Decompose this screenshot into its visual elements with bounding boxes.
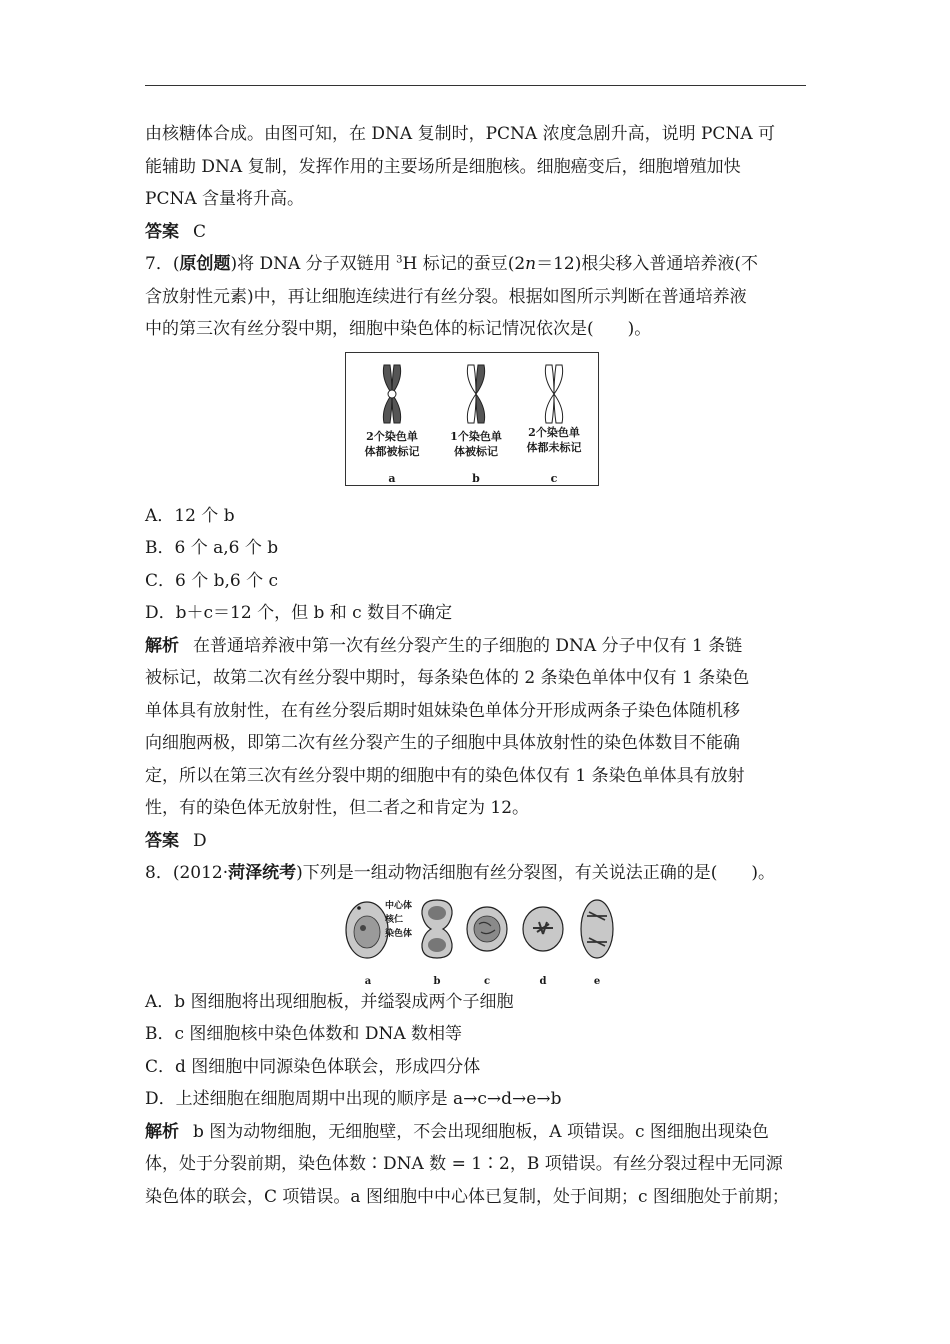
figure-letter-b: b	[472, 471, 480, 485]
cell-letter-b: b	[433, 975, 441, 987]
chromosome-b-icon	[464, 363, 488, 425]
cell-c-icon	[465, 898, 509, 960]
text-line: 中的第三次有丝分裂中期，细胞中染色体的标记情况依次是( )。	[145, 319, 652, 339]
option-a: A．12 个 b	[145, 505, 235, 526]
cell-letter-d: d	[539, 975, 547, 987]
text-line: 体，处于分裂前期，染色体数∶DNA 数 = 1∶2，B 项错误。有丝分裂过程中无同源	[145, 1154, 783, 1174]
option-c: C．6 个 b,6 个 c	[145, 570, 279, 591]
explanation-line	[145, 1116, 810, 1149]
text-line: 能辅助 DNA 复制，发挥作用的主要场所是细胞核。细胞癌变后，细胞增殖加快	[145, 156, 741, 177]
text-line: 性，有的染色体无放射性，但二者之和肯定为 12。	[145, 798, 530, 818]
text-span: 在普通培养液中第一次有丝分裂产生的子细胞的 DNA 分子中仅有 1 条链	[193, 635, 743, 656]
annotation-chromosome: 染色体	[385, 928, 413, 939]
superscript: 3	[396, 254, 403, 266]
option-c: C．d 图细胞中同源染色体联会，形成四分体	[145, 1056, 481, 1077]
answer-6	[145, 216, 810, 249]
text-line: 染色体的联会，C 项错误。a 图细胞中中心体已复制，处于间期；c 图细胞处于前期；	[145, 1186, 789, 1207]
answer-label: 答案	[145, 830, 179, 851]
italic-n: n	[525, 254, 537, 274]
question-number: 7．(	[145, 254, 180, 274]
annotation-centriole: 中心体	[385, 900, 413, 911]
text-span: ＝12)根尖移入普通培养液(不	[536, 254, 759, 274]
chromosome-figure	[345, 352, 599, 486]
explanation-label: 解析	[145, 635, 179, 656]
answer-value: D	[193, 830, 207, 851]
text-span: )将 DNA 分子双链用	[230, 254, 397, 274]
cell-division-figure	[343, 898, 613, 987]
cell-e-icon	[579, 898, 615, 960]
text-span: H 标记的蚕豆(2	[402, 254, 526, 274]
text-line: 被标记，故第二次有丝分裂中期时，每条染色体的 2 条染色单体中仅有 1 条染色	[145, 668, 750, 688]
option-d: D．b＋c＝12 个，但 b 和 c 数目不确定	[145, 603, 453, 623]
figure-label-a: 2个染色单 体都被标记	[364, 429, 420, 458]
question-tag: 菏泽统考	[228, 863, 297, 883]
answer-label: 答案	[145, 221, 179, 242]
cell-d-icon	[521, 898, 565, 960]
figure-label-b: 1个染色单 体被标记	[450, 429, 502, 458]
text-span: )下列是一组动物活细胞有丝分裂图，有关说法正确的是( )。	[296, 863, 776, 883]
cell-letter-c: c	[483, 975, 491, 987]
text-line: 向细胞两极，即第二次有丝分裂产生的子细胞中具体放射性的染色体数目不能确	[145, 733, 740, 753]
option-b: B．c 图细胞核中染色体数和 DNA 数相等	[145, 1024, 463, 1044]
figure-letter-a: a	[388, 471, 396, 485]
cell-letter-a: a	[364, 975, 372, 987]
answer-value: C	[193, 221, 207, 242]
figure-letter-c: c	[550, 471, 558, 485]
cell-letter-e: e	[593, 975, 601, 987]
header-rule	[145, 85, 806, 86]
explanation-label: 解析	[145, 1121, 179, 1142]
question-7-line-1	[145, 248, 810, 281]
question-tag: 原创题	[179, 254, 231, 274]
text-span: b 图为动物细胞，无细胞壁，不会出现细胞板，A 项错误。c 图细胞出现染色	[193, 1121, 769, 1142]
explanation-line	[145, 630, 810, 663]
chromosome-a-icon	[380, 363, 404, 425]
option-d: D．上述细胞在细胞周期中出现的顺序是 a→c→d→e→b	[145, 1089, 562, 1109]
document-body	[145, 118, 810, 1213]
text-line: 由核糖体合成。由图可知，在 DNA 复制时，PCNA 浓度急剧升高，说明 PCNA 可	[145, 124, 775, 144]
question-number: 8．(2012·	[145, 863, 229, 883]
cell-b-icon	[419, 898, 455, 960]
text-line: 含放射性元素)中，再让细胞连续进行有丝分裂。根据如图所示判断在普通培养液	[145, 286, 747, 307]
annotation-nucleolus: 核仁	[385, 914, 404, 925]
question-8-line-1	[145, 857, 810, 890]
chromosome-c-icon	[542, 363, 566, 425]
answer-7	[145, 825, 810, 858]
figure-label-c: 2个染色单 体都未标记	[526, 425, 582, 454]
text-line: PCNA 含量将升高。	[145, 189, 305, 209]
option-a: A．b 图细胞将出现细胞板，并缢裂成两个子细胞	[145, 991, 514, 1012]
text-line: 单体具有放射性，在有丝分裂后期时姐妹染色单体分开形成两条子染色体随机移	[145, 700, 740, 721]
option-b: B．6 个 a,6 个 b	[145, 538, 279, 558]
text-line: 定，所以在第三次有丝分裂中期的细胞中有的染色体仅有 1 条染色单体具有放射	[145, 765, 745, 786]
